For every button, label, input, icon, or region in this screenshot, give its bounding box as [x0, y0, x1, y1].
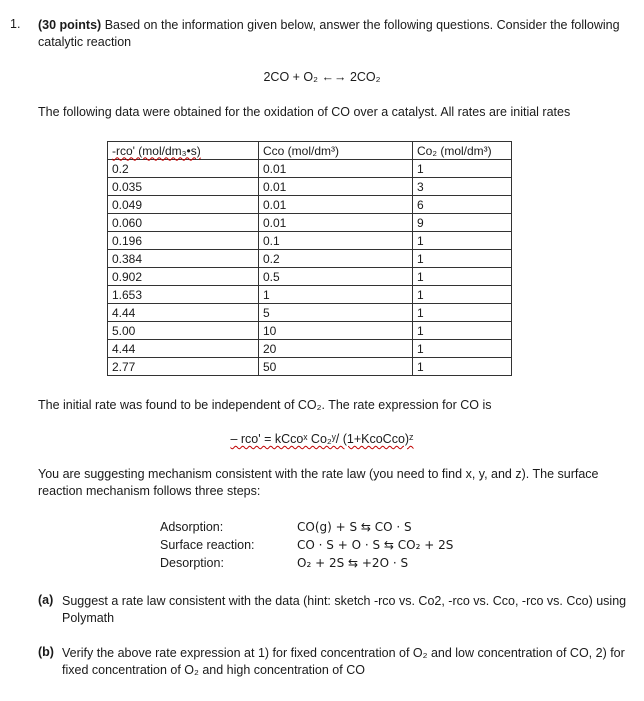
question-intro-text: Based on the information given below, answer the following questions. Consider the following catalytic reaction: [38, 18, 620, 49]
table-cell: 0.1: [259, 232, 413, 250]
table-row: [108, 358, 512, 376]
mechanism-equation: CO · S + O · S ⇆ CO₂ + 2S: [297, 538, 454, 552]
table-row: [108, 268, 512, 286]
mechanism-label: Surface reaction:: [160, 538, 255, 552]
table-row: [108, 286, 512, 304]
part-a-label: (a): [38, 593, 54, 607]
table-cell: 1: [413, 286, 512, 304]
table-cell: 0.01: [259, 178, 413, 196]
header-rate: [108, 142, 259, 160]
question-points: (30 points): [38, 18, 102, 32]
table-row: [108, 196, 512, 214]
rate-expression: [0, 432, 644, 446]
table-cell: 0.2: [259, 250, 413, 268]
table-cell: 0.384: [108, 250, 259, 268]
table-cell: 4.44: [108, 304, 259, 322]
table-cell: 1: [413, 304, 512, 322]
table-cell: 3: [413, 178, 512, 196]
table-row: [108, 340, 512, 358]
table-cell: 0.196: [108, 232, 259, 250]
table-cell: 0.5: [259, 268, 413, 286]
data-intro: The following data were obtained for the oxidation of CO over a catalyst. All rates are initial rates: [38, 105, 571, 119]
table-body: [108, 160, 512, 376]
table-cell: 1: [413, 160, 512, 178]
suggest-text: You are suggesting mechanism consistent with the rate law (you need to find x, y, and z). The surface reaction mechanism follows three steps:: [38, 467, 599, 498]
table-cell: 1.653: [108, 286, 259, 304]
part-b-label: (b): [38, 645, 54, 659]
table-cell: 0.01: [259, 214, 413, 232]
table-cell: 1: [413, 322, 512, 340]
mechanism-equation: O₂ + 2S ⇆ +2O · S: [297, 556, 409, 570]
mechanism-label: Adsorption:: [160, 520, 224, 534]
table-cell: 5.00: [108, 322, 259, 340]
table-cell: 9: [413, 214, 512, 232]
table-row: [108, 160, 512, 178]
table-cell: 1: [413, 268, 512, 286]
part-a-text: Suggest a rate law consistent with the data (hint: sketch -rco vs. Co2, -rco vs. Cco, -rco vs. Cco) using Polymath: [62, 594, 627, 625]
header-co2: Co₂ (mol/dm³): [413, 142, 512, 160]
table-cell: 0.060: [108, 214, 259, 232]
header-cco: Cco (mol/dm³): [259, 142, 413, 160]
table-cell: 0.01: [259, 160, 413, 178]
table-cell: 4.44: [108, 340, 259, 358]
table-cell: 50: [259, 358, 413, 376]
mechanism-label: Desorption:: [160, 556, 224, 570]
table-cell: 0.902: [108, 268, 259, 286]
table-cell: 0.2: [108, 160, 259, 178]
table-cell: 20: [259, 340, 413, 358]
table-row: [108, 304, 512, 322]
table-cell: 0.01: [259, 196, 413, 214]
table-cell: 1: [413, 358, 512, 376]
table-row: [108, 232, 512, 250]
table-row: [108, 322, 512, 340]
table-row: [108, 250, 512, 268]
mechanism-labels: [160, 518, 255, 572]
rate-expression-text: – rco' = kCcoˣ Co₂ʸ/ (1+KcoCco)ᶻ: [230, 432, 414, 446]
mechanism-equations: [297, 518, 453, 572]
table-cell: 2.77: [108, 358, 259, 376]
table-cell: 1: [259, 286, 413, 304]
question-number: 1.: [10, 17, 21, 31]
table-header-row: [108, 142, 512, 160]
table-cell: 5: [259, 304, 413, 322]
table-row: [108, 178, 512, 196]
data-table: [107, 141, 512, 376]
table-cell: 10: [259, 322, 413, 340]
table-cell: 0.049: [108, 196, 259, 214]
after-table-text: The initial rate was found to be independent of CO₂. The rate expression for CO is: [38, 398, 492, 412]
question-intro: [38, 17, 628, 51]
table-cell: 0.035: [108, 178, 259, 196]
table-cell: 6: [413, 196, 512, 214]
table-cell: 1: [413, 250, 512, 268]
mechanism-equation: CO(g) + S ⇆ CO · S: [297, 520, 412, 534]
table-cell: 1: [413, 340, 512, 358]
table-row: [108, 214, 512, 232]
table-cell: 1: [413, 232, 512, 250]
part-b-text: Verify the above rate expression at 1) for fixed concentration of O₂ and low concentration of CO, 2) for fixed concentration of O₂ and high concentration of CO: [62, 646, 625, 677]
reaction-equation: 2CO + O₂ ←→ 2CO₂: [263, 70, 381, 84]
header-rate-label: -rco' (mol/dm₃•s): [112, 143, 201, 158]
